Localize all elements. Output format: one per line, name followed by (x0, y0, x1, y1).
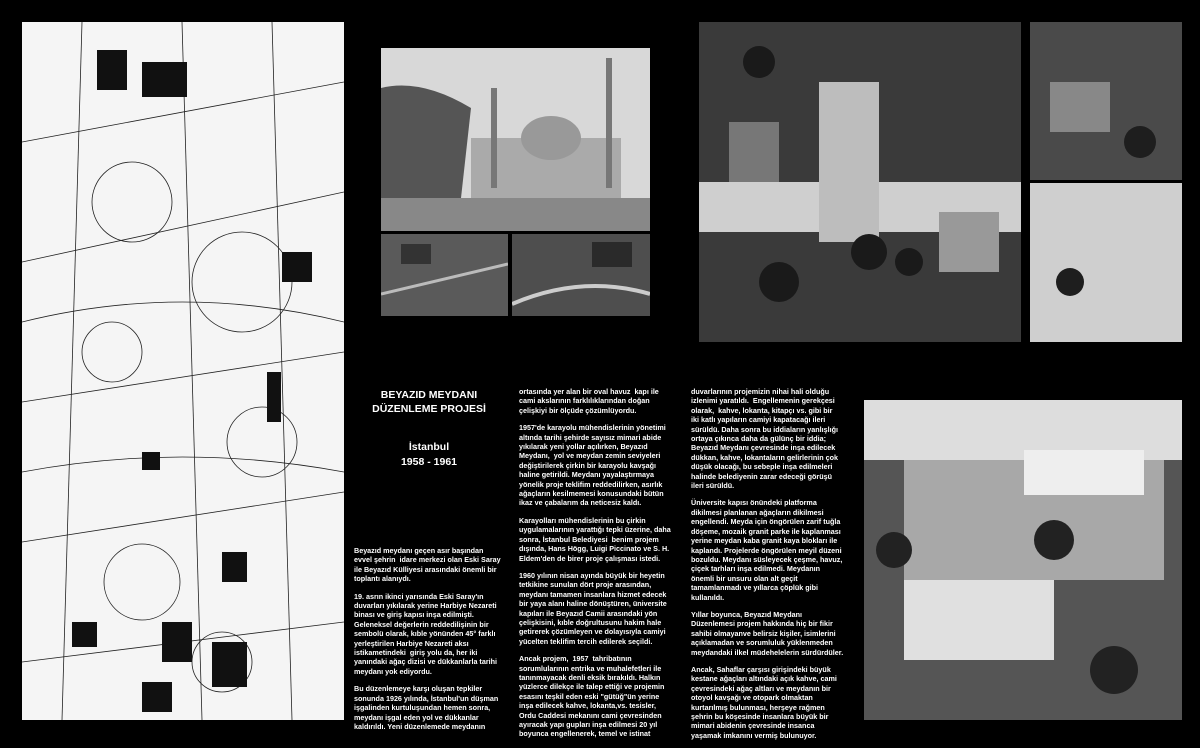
title-line-2: DÜZENLEME PROJESİ (372, 403, 486, 415)
model-photo-large (699, 22, 1021, 342)
title-line-1: BEYAZID MEYDANI (380, 389, 478, 401)
paragraph: Ancak projem, 1957 tahribatının sorumlularının entrika ve muhalefetleri ile tanınmayacak denli eksik bırakıldı. Halkın yüzlerce dilekçe ile talep ettiği ve projemin esasını teşkil eden eski "gütüğ"ün yerine inşa edilecek kahve, lokanta,vs. tesisler, Ordu Caddesi mekanını cami çevresinden ayıracak yapı gupları inşa edilmesi 20 yıl boyunca engellenerek, temel ve istinat (519, 654, 665, 739)
site-plan-drawing (22, 22, 344, 720)
model-photo-detail-drawing (1030, 22, 1182, 342)
paragraph: duvarlarının projemizin nihai hali olduğu izlenimi yaratıldı. Engellemenin gerekçesi olarak, kahve, lokanta, kitapçı vs. gibi bir iki katlı yapıların camiyi kapatacağı ileri sürüldü. Daha sonra bu iddiaların yanlışlığı ortaya çıkınca daha da gülünç bir iddia; Beyazıd Meydanı çevresinde inşa edilecek dükkan, kahve, lokantaların gelirlerinin çok düşük olacağı, bu sebeple inşa edilmeleri halinde belediyenin zarar edeceği görüşü ileri sürüldü. (691, 387, 838, 491)
model-photo-detail (1030, 22, 1182, 342)
aerial-photo-1-drawing (381, 234, 508, 316)
paragraph: Karayolları mühendislerinin bu çirkin uygulamalarının yarattığı tepki üzerine, daha sonra, İstanbul Belediyesi benim projem dışında, Hans Högg, Luigi Piccinato ve S. H. Eldem'den de birer proje çalışması istedi. (519, 515, 671, 563)
years-label: 1958 - 1961 (400, 456, 458, 468)
project-title (354, 388, 504, 416)
model-photo-perspective-drawing (864, 400, 1182, 720)
aerial-photo-2-drawing (512, 234, 650, 316)
model-photo-perspective (864, 400, 1182, 720)
model-photo-large-drawing (699, 22, 1021, 342)
aerial-photo-2 (512, 234, 650, 316)
paragraph: 1957'de karayolu mühendislerinin yönetimi altında tarihi şehirde sayısız mimari abide yıkılarak yeni yollar açılırken, Beyazıd Meydanı, yol ve meydan zemin seviyeleri değiştirilerek çirkin bir karayolu kavşağı haline getirildi. Meydanı yayalaştırmaya yönelik proje teklifim reddedilirken, asırlık ağaçların kesilmemesi konusundaki bütün ikaz ve çabalarım da neticesiz kaldı. (519, 423, 666, 508)
text-column-3 (691, 387, 854, 748)
paragraph: ortasında yer alan bir oval havuz kapı ile cami akslarının farklılıklarından doğan çelişkiyi bir ölçüde çözümlüyordu. (519, 387, 659, 415)
paragraph: 19. asrın ikinci yarısında Eski Saray'ın duvarları yıkılarak yerine Harbiye Nezareti binası ve giriş kapısı inşa edilmişti. Geleneksel değerlerin reddedilişinin bir sembolü olarak, kıble yönünden 45° farklı yerleştirilen Harbiye Nezareti aksı istikametindeki giriş yolu da, her iki yanındaki ağaç dizisi ve dükkanlarla tarihi meydanı yok ediyordu. (354, 591, 498, 676)
aerial-photo-1 (381, 234, 508, 316)
city-label: İstanbul (408, 441, 450, 453)
paragraph: Ancak, Sahaflar çarşısı girişindeki büyük kestane ağaçları altındaki açık kahve, cami çevresindeki ağaç altları ve meydanın bir otoyol kavşağı ve otopark olmaktan kurtarılmış bulunması, herşeye rağmen şehrin bu köşesinde insanlara büyük bir mimari abidenin çevresinde insanca yaşamak imkanını vermiş bulunuyor. (691, 664, 837, 740)
project-location-date (354, 440, 504, 470)
historic-engraving-image (381, 48, 650, 231)
paragraph: Bu düzenlemeye karşı oluşan tepkiler sonunda 1926 yılında, İstanbul'un düşman işgalinden kurtuluşundan hemen sonra, meydanı işgal eden yol ve dükkanlar kaldırıldı. Yeni düzenlemede meydanın (354, 684, 499, 731)
paragraph: Beyazıd meydanı geçen asır başından evvel şehrin idare merkezi olan Eski Saray ile Beyazıd Külliyesi arasındaki önemli bir toplantı alanıydı. (354, 546, 501, 584)
site-plan-map (22, 22, 344, 720)
text-column-1 (354, 546, 504, 739)
mosque-engraving (381, 48, 650, 231)
paragraph: 1960 yılının nisan ayında büyük bir heyetin tetkikine sunulan dört proje arasından, meydanı tamamen insanlara hizmet edecek bir yaya alanı haline dönüştüren, üniversite kapıları ile Beyazıd Camii arasındaki yön çelişkisini, kıble doğrultusunu hakim hale getirerek çözümleyen ve dolayısıyla camiyi yücelten teklifim tercih edilerek seçildi. (519, 570, 667, 646)
text-column-2 (519, 387, 679, 747)
paragraph: Üniversite kapısı önündeki platforma dikilmesi planlanan ağaçların dikilmesi engellendi. Meyda için öngörülen zarif tuğla döşeme, mozaik granit parke ile kaplanması yerine meydan kaba granit kaya blokları ile kaplandı. Projelerde öngörülen meyil düzeni bozuldu. Meydanı süsleyecek çeşme, havuz, çiçek tarhları inşa edilmedi. Meydanın önemli bir unsuru olan alt geçit tamamlanmadı ve yıllarca çöplük gibi kullanıldı. (691, 498, 843, 602)
paragraph: Yıllar boyunca, Beyazıd Meydanı Düzenlemesi projem hakkında hiç bir fikir sahibi olmayanve belirsiz kişiler, isimlerini açıklamadan ve sorumluluk yüklenmeden meydandaki ilkel müdehelelerin sürdürdüler. (691, 609, 844, 657)
